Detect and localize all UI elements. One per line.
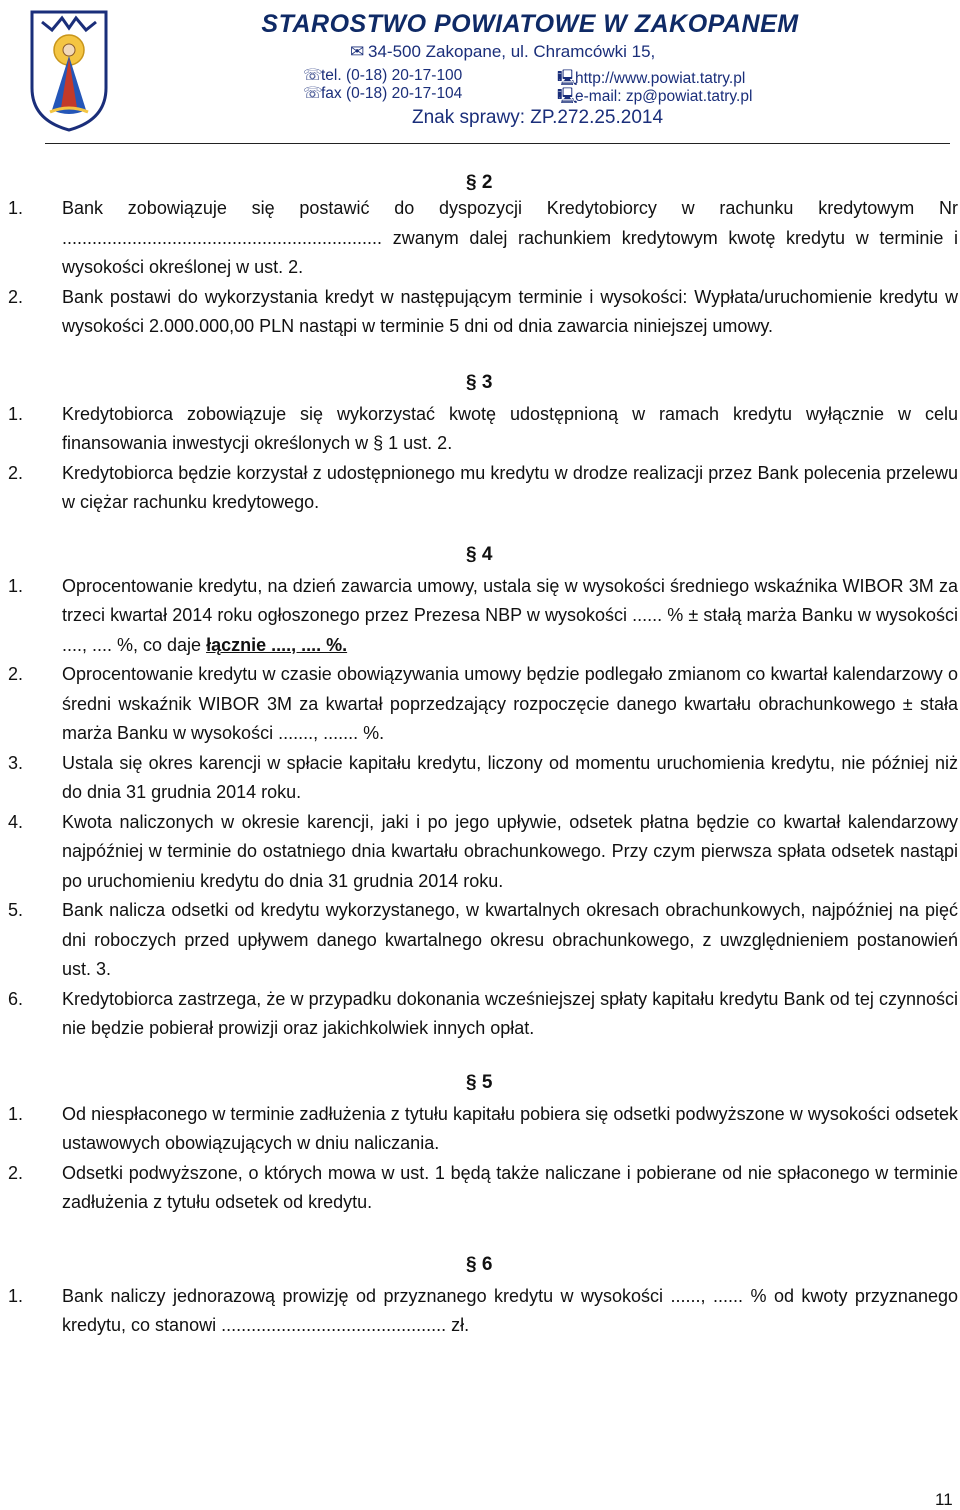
section-heading: § 6 [466, 1253, 493, 1275]
page-number: 11 [935, 1490, 953, 1509]
header-divider [45, 143, 950, 144]
fax-line [303, 84, 462, 103]
section-heading: § 5 [466, 1071, 493, 1093]
section-2 [0, 172, 960, 342]
website-link[interactable]: http://www.powiat.tatry.pl [575, 70, 746, 87]
list-item [0, 1159, 960, 1218]
list-item [0, 749, 960, 808]
letterhead [0, 0, 960, 150]
computer-icon: 🖳 [557, 88, 578, 105]
item-number: 2. [8, 664, 24, 684]
item-text: Bank nalicza odsetki od kredytu wykorzystanego, w kwartalnych okresach obrachunkowych, najpóźniej na pięć dni roboczych przed upływem danego kwartalnego okresu obrachunkowego, z uwzględnieniem postanowień ust. 3. [62, 900, 958, 979]
item-number: 4. [8, 811, 24, 832]
case-reference: Znak sprawy: ZP.272.25.2014 [412, 107, 664, 128]
list-item [0, 459, 960, 518]
section-4 [0, 544, 960, 1044]
section-heading: § 4 [466, 543, 493, 565]
item-text: Oprocentowanie kredytu w czasie obowiązywania umowy będzie podlegało zmianom co kwartał kalendarzowy o średni wskaźnik WIBOR 3M za kwartał poprzedzający rozpoczęcie danego kwartału obrachunkowego ± stała marża Banku w wysokości ......., ....... %. [62, 664, 958, 743]
list-item [0, 400, 960, 459]
section-5 [0, 1072, 960, 1218]
phone-icon: ☏ [303, 67, 323, 84]
item-text: Kredytobiorca zastrzega, że w przypadku dokonania wcześniejszej spłaty kapitału kredytu Bank od tej czynności nie będzie pobierał prowizji oraz jakichkolwiek innych opłat. [62, 988, 958, 1038]
total-rate-emphasis: łącznie ...., .... %. [206, 634, 348, 655]
fax-text: fax (0-18) 20-17-104 [321, 85, 463, 102]
address-text: 34-500 Zakopane, ul. Chramcówki 15, [368, 42, 656, 61]
document-body [0, 150, 960, 1341]
coat-of-arms-logo [28, 8, 110, 132]
list-item [0, 985, 960, 1044]
item-text: Bank postawi do wykorzystania kredyt w następującym terminie i wysokości: Wypłata/uruchomienie kredytu w wysokości 2.000.000,00 PLN nastąpi w terminie 5 dni od dnia zawarcia niniejszej umowy. [62, 286, 958, 336]
item-number: 1. [8, 1285, 24, 1306]
section-heading: § 2 [466, 172, 493, 193]
computer-icon: 🖳 [557, 70, 578, 87]
phone-text: tel. (0-18) 20-17-100 [321, 67, 463, 84]
list-item [0, 808, 960, 897]
email-link[interactable]: e-mail: zp@powiat.tatry.pl [575, 88, 753, 105]
section-3 [0, 372, 960, 518]
item-number: 1. [8, 1103, 24, 1124]
list-item [0, 660, 960, 749]
item-number: 2. [8, 286, 24, 307]
item-text: Bank naliczy jednorazową prowizję od przyznanego kredytu w wysokości ......, ...... % od kwoty przyznanego kredytu, co stanowi ............................................. zł. [62, 1285, 958, 1335]
item-text: Ustala się okres karencji w spłacie kapitału kredytu, liczony od momentu uruchomienia kredytu, nie później niż do dnia 31 grudnia 2014 roku. [62, 752, 958, 802]
item-text-main: Oprocentowanie kredytu, na dzień zawarcia umowy, ustala się w wysokości średniego wskaźnika WIBOR 3M za trzeci kwartał 2014 roku ogłoszonego przez Prezesa NBP w wysokości ...... % ± stałą marża Banku w wysokości ...., .... %, co daje [62, 575, 958, 655]
item-number: 1. [8, 198, 24, 218]
list-item [0, 572, 960, 661]
item-text: Bank zobowiązuje się postawić do dyspozycji Kredytobiorcy w rachunku kredytowym Nr ................................................................ zwanym dalej rachunkiem kredytowym kwotę kredytu w terminie i wysokości określonej w ust. 2. [62, 198, 958, 277]
item-text: Kredytobiorca będzie korzystał z udostępnionego mu kredytu w drodze realizacji przez Bank polecenia przelewu w ciężar rachunku kredytowego. [62, 462, 958, 512]
list-item [0, 1282, 960, 1341]
section-6 [0, 1254, 960, 1341]
list-item [0, 896, 960, 985]
section-heading: § 3 [466, 371, 493, 393]
item-text [62, 572, 958, 661]
item-number: 1. [8, 575, 24, 596]
item-number: 2. [8, 462, 24, 483]
item-number: 1. [8, 403, 24, 424]
list-item [0, 194, 960, 283]
item-number: 5. [8, 900, 24, 920]
list-item [0, 283, 960, 342]
office-name: STAROSTWO POWIATOWE W ZAKOPANEM [261, 10, 799, 38]
envelope-icon: ✉ [350, 42, 365, 61]
item-text: Kredytobiorca zobowiązuje się wykorzystać kwotę udostępnioną w ramach kredytu wyłącznie w celu finansowania inwestycji określonych w § 1 ust. 2. [62, 403, 958, 453]
item-text: Od niespłaconego w terminie zadłużenia z tytułu kapitału pobiera się odsetki podwyższone w wysokości odsetek ustawowych obowiązujących w dniu naliczania. [62, 1103, 958, 1153]
item-number: 2. [8, 1162, 24, 1183]
phone-line [303, 66, 462, 85]
address-line [350, 42, 655, 62]
fax-icon: ☏ [303, 85, 323, 102]
list-item [0, 1100, 960, 1159]
item-number: 3. [8, 752, 24, 773]
item-text: Odsetki podwyższone, o których mowa w ust. 1 będą także naliczane i pobierane od nie spłaconego w terminie zadłużenia z tytułu odsetek od kredytu. [62, 1162, 958, 1212]
item-text: Kwota naliczonych w okresie karencji, jaki i po jego upływie, odsetek płatna będzie co kwartał kalendarzowy najpóźniej w terminie do ostatniego dnia kwartału obrachunkowego. Przy czym pierwsza spłata odsetek nastąpi po uruchomieniu kredytu do dnia 31 grudnia 2014 roku. [62, 811, 958, 891]
item-number: 6. [8, 988, 24, 1009]
